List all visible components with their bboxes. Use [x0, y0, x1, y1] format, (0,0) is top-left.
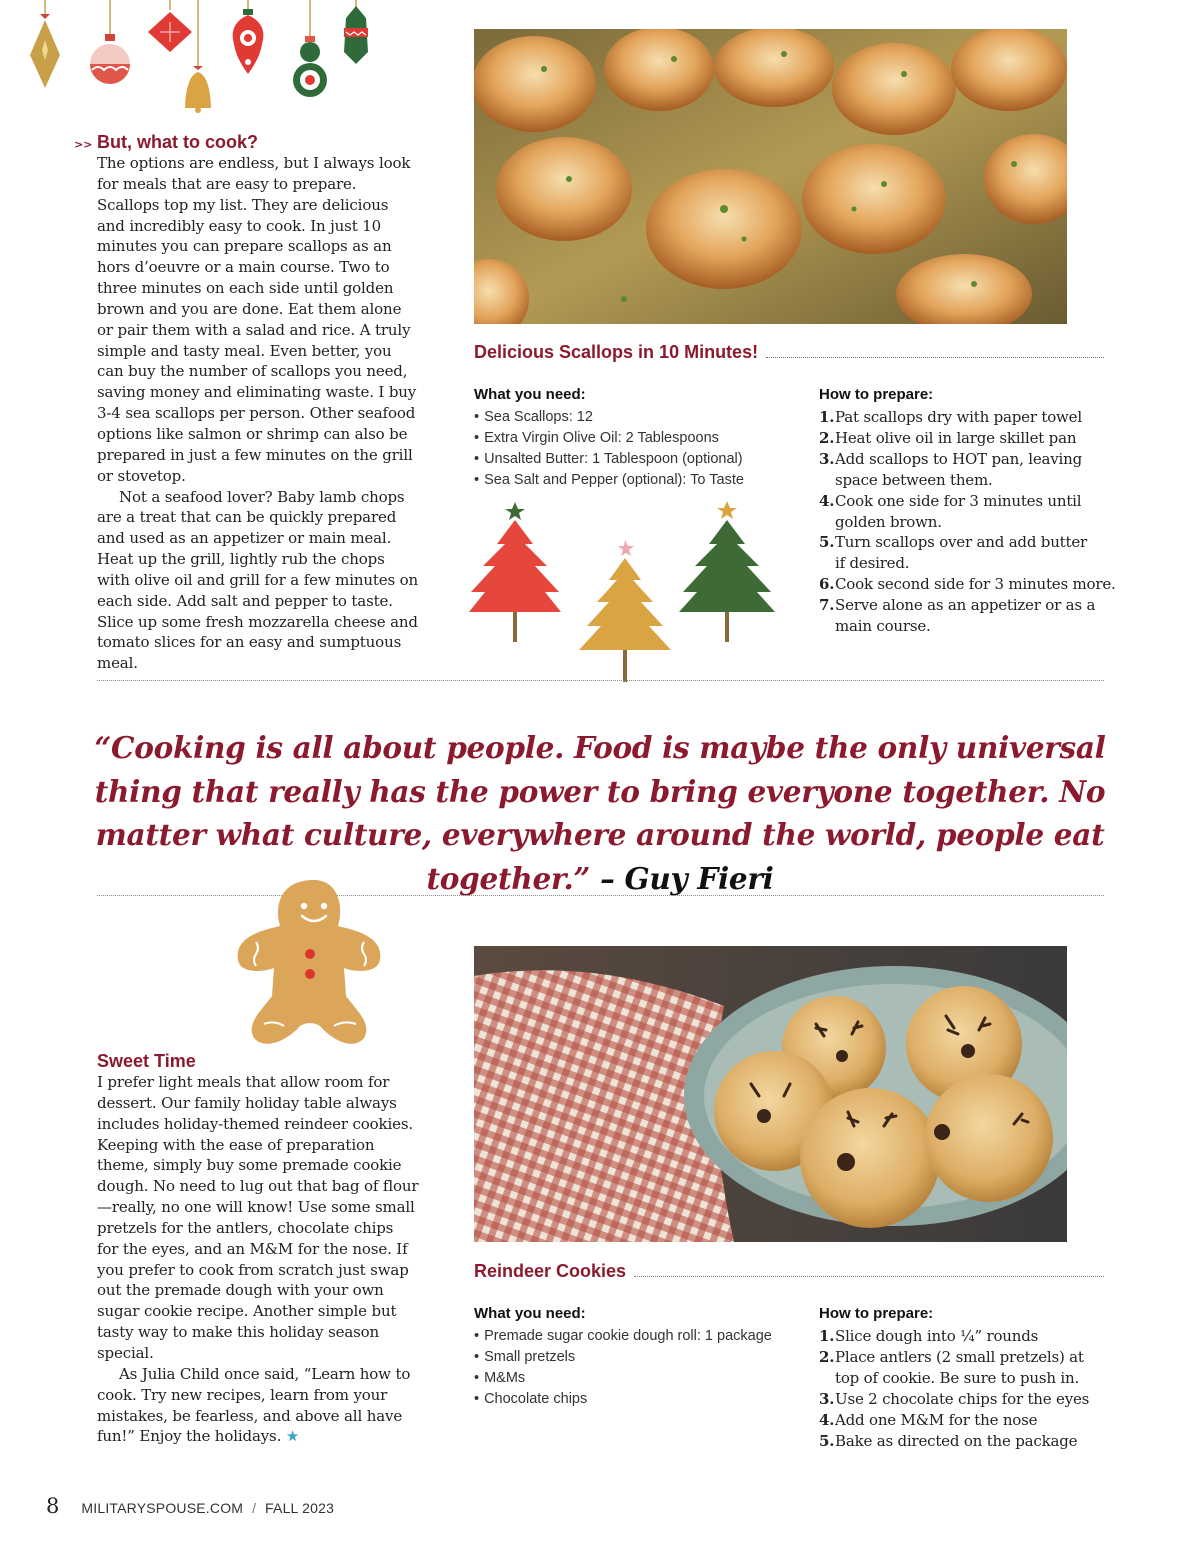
step-item: 5. Bake as directed on the package	[819, 1431, 1078, 1450]
preparation-block	[819, 1304, 1119, 1451]
section-heading: But, what to cook?	[97, 132, 258, 152]
step-item: 3. Add scallops to HOT pan, leaving space between them.	[819, 449, 1083, 489]
step-item: 2. Heat olive oil in large skillet pan	[819, 428, 1077, 447]
divider	[97, 680, 1104, 681]
quote-author: – Guy Fieri	[590, 860, 774, 896]
section-marker: >>	[74, 138, 93, 151]
footer-issue: FALL 2023	[265, 1500, 335, 1516]
ingredient-item: • Extra Virgin Olive Oil: 2 Tablespoons	[474, 428, 794, 449]
gold-tree-icon	[579, 540, 671, 682]
gingerbread-man-icon	[234, 876, 384, 1048]
star-icon: ★	[285, 1427, 300, 1446]
ingredients-list	[474, 1326, 804, 1410]
recipe-title-row	[474, 341, 1104, 363]
step-item: 1. Pat scallops dry with paper towel	[819, 408, 1082, 426]
step-item: 2. Place antlers (2 small pretzels) at top of cookie. Be sure to push in.	[819, 1347, 1084, 1387]
ingredients-block	[474, 385, 794, 491]
section-heading: Sweet Time	[97, 1051, 196, 1071]
step-item: 1. Slice dough into ¼” rounds	[819, 1327, 1039, 1345]
scallops-photo	[474, 29, 1067, 324]
step-item: 3. Use 2 chocolate chips for the eyes	[819, 1389, 1090, 1408]
step-item: 4. Cook one side for 3 minutes until golden brown.	[819, 491, 1082, 531]
red-vase-ornament-icon	[233, 0, 264, 74]
gold-ornament-icon	[30, 0, 60, 88]
steps-list	[819, 1326, 1119, 1451]
title-dotted-rule	[634, 1276, 1104, 1277]
recipe-title: Reindeer Cookies	[474, 1261, 627, 1281]
ingredient-item: • Premade sugar cookie dough roll: 1 package	[474, 1326, 804, 1347]
preparation-heading: How to prepare:	[819, 386, 934, 403]
title-dotted-rule	[766, 357, 1104, 358]
preparation-heading: How to prepare:	[819, 1305, 934, 1322]
christmas-tree-icons	[465, 500, 785, 685]
green-tree-icon	[679, 501, 775, 642]
quote-text: “Cooking is all about people. Food is maybe the only universal thing that really has the power to bring everyone together. No matter what culture, everywhere around the world, people eat together.”	[94, 730, 1106, 896]
ingredient-item: • Small pretzels	[474, 1347, 804, 1368]
article-paragraph: I prefer light meals that allow room for dessert. Our family holiday table always includes holiday-themed reindeer cookies. Keeping with the ease of preparation theme, simply buy some premade cookie dough. No need to lug out that bag of flour—really, no one will know! Use some small pretzels for the antlers, chocolate chips for the eyes, and an M&M for the nose. If you prefer to cook from scratch just swap out the premade dough with your own sugar cookie recipe. Another simple but tasty way to make this holiday season special.	[97, 1073, 419, 1362]
ingredient-item: • Unsalted Butter: 1 Tablespoon (optional)	[474, 449, 794, 470]
banded-ornament-icon	[344, 0, 368, 64]
striped-ornament-icon	[90, 0, 130, 84]
step-item: 5. Turn scallops over and add butter if desired.	[819, 533, 1087, 573]
ingredients-heading: What you need:	[474, 386, 586, 403]
steps-list	[819, 407, 1119, 637]
page-number: 8	[46, 1494, 60, 1518]
step-item: 4. Add one M&M for the nose	[819, 1410, 1038, 1429]
ingredients-list	[474, 407, 794, 491]
recipe-title: Delicious Scallops in 10 Minutes!	[474, 342, 759, 362]
bell-ornament-icon	[185, 0, 211, 113]
pull-quote	[92, 726, 1108, 900]
ingredient-item: • M&Ms	[474, 1368, 804, 1389]
reindeer-cookies-photo	[474, 946, 1067, 1242]
article-sweet-time	[97, 1050, 419, 1447]
article-paragraph: As Julia Child once said, “Learn how to cook. Try new recipes, learn from your mistakes, be fearless, and above all have fun!” Enjoy the holidays. ★	[97, 1364, 411, 1446]
recipe-title-row	[474, 1260, 1104, 1282]
preparation-block	[819, 385, 1119, 637]
red-lantern-ornament-icon	[148, 0, 192, 52]
footer-site: MILITARYSPOUSE.COM	[81, 1500, 244, 1516]
article-cooking	[74, 131, 424, 674]
page-footer	[46, 1494, 334, 1518]
ingredient-item: • Sea Salt and Pepper (optional): To Taste	[474, 470, 794, 491]
footer-separator: /	[252, 1500, 257, 1516]
green-ornament-icon	[293, 0, 327, 97]
ingredient-item: • Sea Scallops: 12	[474, 407, 794, 428]
step-item: 7. Serve alone as an appetizer or as a main course.	[819, 596, 1096, 636]
article-paragraph: Not a seafood lover? Baby lamb chops are a treat that can be quickly prepared and used as an appetizer or main meal. Heat up the grill, lightly rub the chops with olive oil and grill for a few minutes on each side. Add salt and pepper to taste. Slice up some fresh mozzarella cheese and tomato slices for an easy and sumptuous meal.	[97, 487, 419, 673]
red-tree-icon	[469, 502, 561, 642]
ingredient-item: • Chocolate chips	[474, 1389, 804, 1410]
step-item: 6. Cook second side for 3 minutes more.	[819, 575, 1116, 594]
ingredients-heading: What you need:	[474, 1305, 586, 1322]
article-paragraph: The options are endless, but I always look for meals that are easy to prepare. Scallops top my list. They are delicious and incredibly easy to cook. In just 10 minutes you can prepare scallops as an hors d’oeuvre or a main course. Two to three minutes on each side until golden brown and you are done. Eat them alone or pair them with a salad and rice. A truly simple and tasty meal. Even better, you can buy the number of scallops you need, saving money and eliminating waste. I buy 3-4 sea scallops per person. Other seafood options like salmon or shrimp can also be prepared in just a few minutes on the grill or stovetop.	[97, 154, 417, 485]
ornaments-decoration	[0, 0, 400, 120]
ingredients-block	[474, 1304, 804, 1410]
